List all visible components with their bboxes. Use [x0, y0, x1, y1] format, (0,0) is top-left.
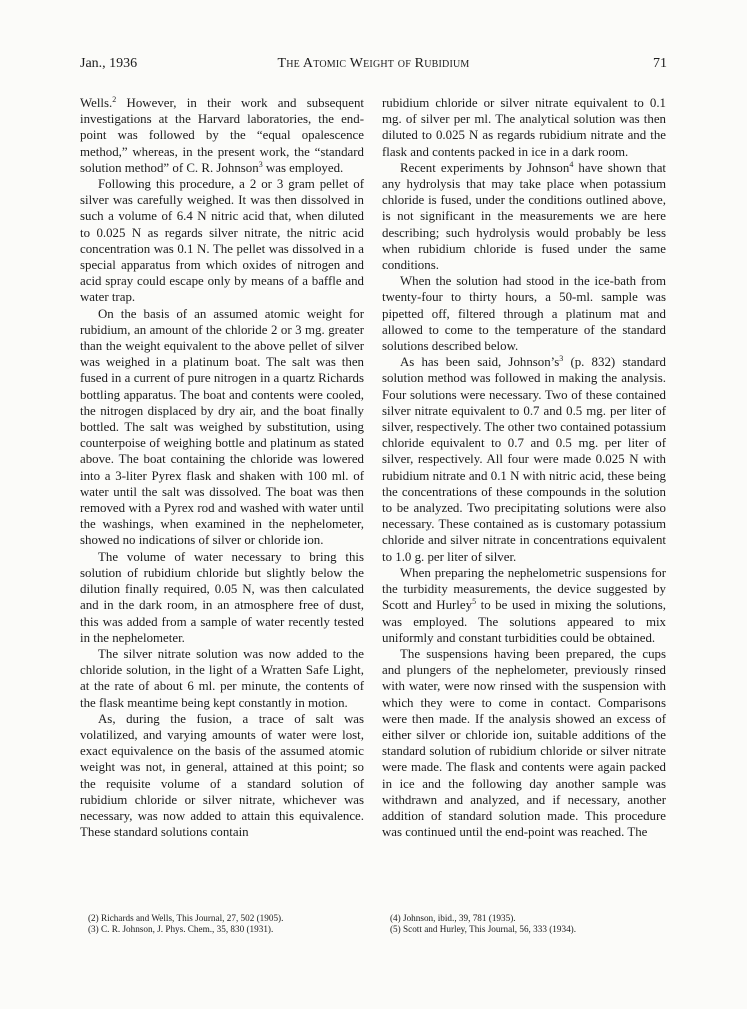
- text: to be used in mixing the solutions, was employed. The solutions appeared to mix uniformly and constant turbidities could be obtained.: [382, 598, 666, 645]
- footnote: (5) Scott and Hurley, This Journal, 56, 333 (1934).: [390, 924, 577, 934]
- footnote-ref: 4: [569, 159, 574, 169]
- paragraph: When the solution had stood in the ice-bath from twenty-four to thirty hours, a 50-ml. sample was pipetted off, filtered through a platinum mat and allowed to come to the temperature of the standard solutions described below.: [382, 274, 666, 354]
- right-column: [382, 95, 666, 840]
- footnote-ref: 5: [472, 597, 477, 607]
- paragraph: rubidium chloride or silver nitrate equivalent to 0.1 mg. of silver per ml. The analytical solution was then diluted to 0.025 N as regards rubidium nitrate and the flask and contents packed in ice in a dark room.: [382, 96, 666, 159]
- paragraph: The suspensions having been prepared, the cups and plungers of the nephelometer, previously rinsed with water, were now rinsed with the suspension with which they were to come in contact. Comparisons were then made. If the analysis showed an excess of either silver or chloride ion, suitable additions of the standard solution of rubidium chloride or silver nitrate were made. The flask and contents were again packed in ice and the following day another sample was withdrawn and analyzed, and if necessary, another addition of standard solution made. This procedure was continued until the end-point was reached. The: [382, 646, 666, 840]
- footnotes-left: [80, 913, 364, 935]
- paragraph: The volume of water necessary to bring this solution of rubidium chloride but slightly below the dilution finally required, 0.05 N, was then calculated and in the dark room, in an atmosphere free of dust, this was added from a sample of water recently tested in the nephelometer.: [80, 549, 364, 645]
- footnote: (4) Johnson, ibid., 39, 781 (1935).: [390, 913, 516, 923]
- left-column: [80, 95, 364, 840]
- running-header: [80, 56, 667, 76]
- text: As has been said, Johnson’s: [400, 355, 560, 370]
- text: have shown that any hydrolysis that may take place when potassium chloride is fused, under the conditions outlined above, is not significant in the measurements we are here describing; such hydrolysis would probably be less when rubidium chloride is fused under the same conditions.: [382, 160, 667, 273]
- paragraph: [382, 565, 666, 646]
- text: was employed.: [262, 160, 344, 175]
- footnotes-right: [382, 913, 666, 935]
- footnote: (3) C. R. Johnson, J. Phys. Chem., 35, 830 (1931).: [88, 924, 274, 934]
- text: Recent experiments by Johnson: [400, 160, 570, 175]
- paragraph: The silver nitrate solution was now added to the chloride solution, in the light of a Wratten Safe Light, at the rate of about 6 ml. per minute, the contents of the flask meantime being kept constantly in motion.: [80, 646, 364, 710]
- footnote: (2) Richards and Wells, This Journal, 27, 502 (1905).: [88, 913, 284, 923]
- footnote-ref: 3: [559, 354, 564, 364]
- page-number: 71: [653, 56, 667, 71]
- text: However, in their work and subsequent investigations at the Harvard laboratories, the end-point was followed by the “equal opalescence method,” whereas, in the present work, the “standard solution method” of C. R. Johnson: [80, 96, 364, 175]
- paragraph: [80, 95, 364, 176]
- text: (p. 832) standard solution method was followed in making the analysis. Four solutions were necessary. Two of these contained silver nitrate equivalent to 0.7 and 0.5 mg. per liter of silver, respectively. The other two contained potassium chloride equivalent to 0.7 and 0.5 mg. per liter of silver, respectively. All four were made 0.025 N with rubidium nitrate and 0.1 N with nitric acid, these being the concentrations of these compounds in the solution to be analyzed. Two precipitating solutions were also necessary. These contained as is customary potassium chloride and silver nitrate in concentrations equivalent to 1.0 g. per liter of silver.: [382, 355, 667, 564]
- paragraph: Following this procedure, a 2 or 3 gram pellet of silver was carefully weighed. It was then dissolved in such a volume of 6.4 N nitric acid that, when diluted to 0.025 N as regards silver nitrate, the nitric acid concentration was 0.1 N. The pellet was dissolved in a special apparatus from which oxides of nitrogen and acid spray could escape only by means of a baffle and water trap.: [80, 177, 364, 305]
- text: When preparing the nephelometric suspensions for the turbidity measurements, the device suggested by Scott and Hurley: [382, 565, 666, 613]
- issue-date: Jan., 1936: [80, 56, 138, 71]
- paragraph: As, during the fusion, a trace of salt was volatilized, and varying amounts of water were lost, exact equivalence on the basis of the assumed atomic weight was not, in general, attained at this point; so the requisite volume of a standard solution of rubidium chloride or silver nitrate, whichever was necessary, was now added to attain this equivalence. These standard solutions contain: [80, 711, 364, 840]
- running-title: The Atomic Weight of Rubidium: [277, 56, 470, 71]
- footnote-ref: 2: [112, 95, 117, 104]
- paragraph: On the basis of an assumed atomic weight for rubidium, an amount of the chloride 2 or 3 mg. greater than the weight equivalent to the above pellet of silver was weighed in a platinum boat. The salt was then fused in a current of pure nitrogen in a quartz Richards bottling apparatus. The boat and contents were cooled, the nitrogen displaced by dry air, and the boat finally bottled. The salt was weighed by substitution, using counterpoise of weighing bottle and platinum as stated above. The boat containing the chloride was lowered into a 3-liter Pyrex flask and shaken with 100 ml. of water until the salt was dissolved. The boat was then removed with a Pyrex rod and washed with water until the washings, when examined in the nephelometer, showed no indications of silver or chloride ion.: [80, 306, 364, 548]
- text: Wells.: [80, 96, 113, 110]
- footnote-ref: 3: [258, 159, 263, 169]
- paragraph: [382, 354, 666, 565]
- paragraph: [382, 160, 666, 273]
